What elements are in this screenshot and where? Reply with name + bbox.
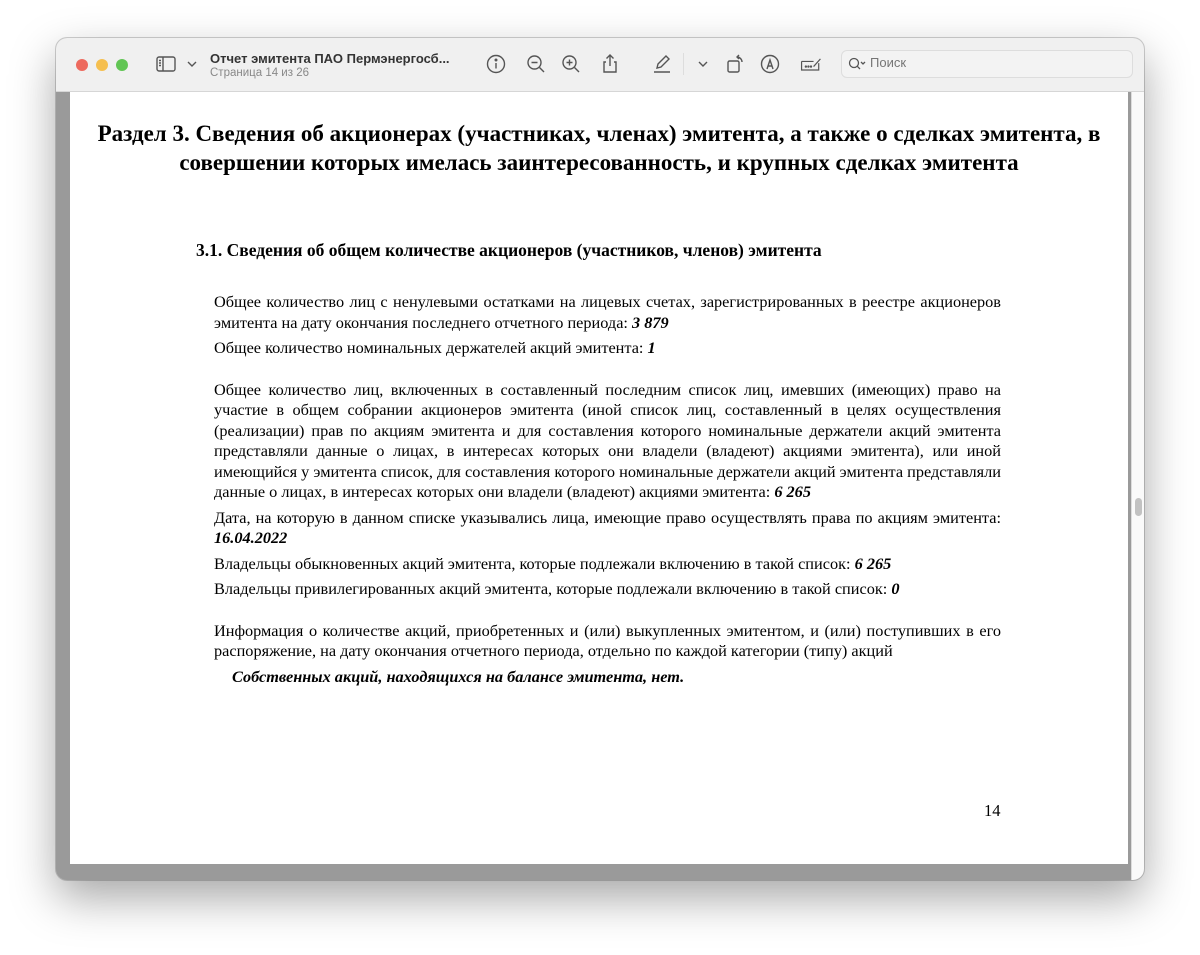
zoom-button[interactable]: [116, 59, 128, 71]
paragraph-list-date: Дата, на которую в данном списке указывались лица, имеющие право осуществлять права по акциям эмитента: 16.04.2022: [214, 507, 1001, 547]
preview-window: [56, 38, 1144, 880]
scrollbar[interactable]: [1131, 92, 1144, 880]
minimize-button[interactable]: [96, 59, 108, 71]
info-icon[interactable]: [484, 52, 508, 76]
toolbar: [56, 38, 1144, 92]
search-icon: [847, 55, 867, 73]
rotate-icon[interactable]: [724, 52, 748, 76]
close-button[interactable]: [76, 59, 88, 71]
signature-icon[interactable]: [799, 52, 827, 76]
document-body: [214, 292, 1001, 692]
paragraph-list-count: Общее количество лиц, включенных в составленный последним список лиц, имевших (имеющих) право на участие в общем собрании акционеров эмитента (иной список лиц, составленный в целях осуществления (реализации) прав по акциям эмитента и для составления которого номинальные держатели акций эмитента представляли данные о лицах, в интересах которых они владели (владеют) акциями эмитента), или иной имеющийся у эмитента список, для составления которого номинальные держатели акций эмитента представляли данные о лицах, в интересах которых они владели (владеют) акциями эмитента: 6 265: [214, 379, 1001, 501]
zoom-in-icon[interactable]: [559, 52, 583, 76]
scrollbar-thumb[interactable]: [1135, 498, 1142, 516]
search-field[interactable]: [841, 50, 1133, 78]
search-input[interactable]: [868, 54, 1122, 71]
toolbar-divider: [683, 53, 684, 75]
section-heading: Раздел 3. Сведения об акционерах (участниках, членах) эмитента, а также о сделках эмитента, в совершении которых имелась заинтересованность, и крупных сделках эмитента: [97, 121, 1101, 175]
markup-icon[interactable]: [758, 52, 782, 76]
subsection-heading: 3.1. Сведения об общем количестве акционеров (участников, членов) эмитента: [196, 240, 822, 260]
paragraph-nominee-count: Общее количество номинальных держателей акций эмитента: 1: [214, 338, 656, 357]
treasury-note: Собственных акций, находящихся на балансе эмитента, нет.: [232, 666, 685, 686]
paragraph-treasury-info: Информация о количестве акций, приобретенных и (или) выкупленных эмитентом, и (или) поступивших в его распоряжение, на дату окончания отчетного периода, отдельно по каждой категории (типу) акций: [214, 620, 1001, 660]
page-indicator: Страница 14 из 26: [210, 67, 309, 79]
zoom-out-icon[interactable]: [524, 52, 548, 76]
paragraph-common-owners: Владельцы обыкновенных акций эмитента, которые подлежали включению в такой список: 6 265: [214, 553, 892, 573]
chevron-down-icon[interactable]: [180, 52, 194, 76]
document-title: Отчет эмитента ПАО Пермэнергосб...: [210, 51, 450, 66]
paragraph-shareholder-count: Общее количество лиц с ненулевыми остатками на лицевых счетах, зарегистрированных в реестре акционеров эмитента на дату окончания последнего отчетного периода: 3 879: [214, 292, 1001, 332]
paragraph-preferred-owners: Владельцы привилегированных акций эмитента, которые подлежали включению в такой список: 0: [214, 579, 900, 598]
pdf-page: [70, 92, 1128, 864]
share-icon[interactable]: [598, 52, 622, 76]
sidebar-icon[interactable]: [154, 52, 178, 76]
highlight-pen-icon[interactable]: [650, 52, 674, 76]
chevron-down-icon[interactable]: [691, 52, 705, 76]
page-number: 14: [984, 801, 1001, 820]
